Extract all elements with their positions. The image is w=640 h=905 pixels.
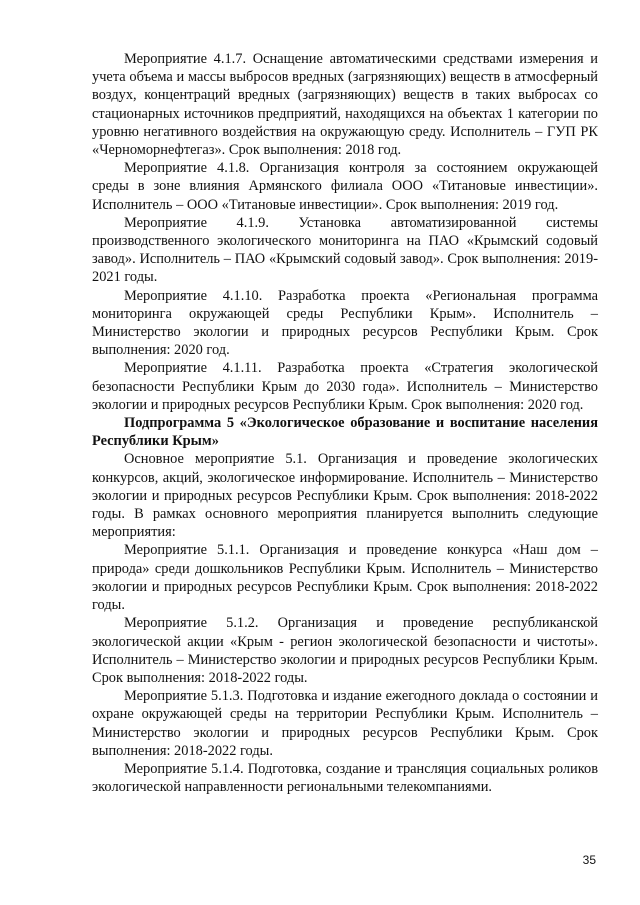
paragraph-measure-5-1-4: Мероприятие 5.1.4. Подготовка, создание и трансляция социальных роликов экологической направленности региональными телекомпаниями. bbox=[92, 760, 598, 796]
paragraph-measure-5-1-2: Мероприятие 5.1.2. Организация и проведение республиканской экологической акции «Крым - регион экологической безопасности и чистоты». Исполнитель – Министерство экологии и природных ресурсов Республики Крым. Срок выполнения: 2018-2022 годы. bbox=[92, 615, 598, 686]
paragraph-measure-4-1-10: Мероприятие 4.1.10. Разработка проекта «Региональная программа мониторинга окружающей среды Республики Крым». Исполнитель – Министерство экологии и природных ресурсов Республики Крым. Срок выполнения: 2020 год. bbox=[92, 287, 598, 359]
paragraph-measure-5-1-1: Мероприятие 5.1.1. Организация и проведение конкурса «Наш дом – природа» среди дошкольников Республики Крым. Исполнитель – Министерство экологии и природных ресурсов Республики Крым. Срок выполнения: 2018-2022 годы. bbox=[92, 542, 598, 614]
paragraph-measure-4-1-7: Мероприятие 4.1.7. Оснащение автоматическими средствами измерения и учета объема и массы выбросов вредных (загрязняющих) веществ в атмосферный воздух, концентраций вредных (загрязняющих) веществ в таких выбросах со стационарных источников предприятий, находящихся на объектах 1 категории по уровню негативного воздействия на окружающую среду. Исполнитель – ГУП РК «Черноморнефтегаз». Срок выполнения: 2018 год. bbox=[92, 51, 598, 159]
page-number: 35 bbox=[582, 853, 596, 867]
paragraph-measure-4-1-11: Мероприятие 4.1.11. Разработка проекта «Стратегия экологической безопасности Республики Крым до 2030 года». Исполнитель – Министерство экологии и природных ресурсов Республики Крым. Срок выполнения: 2020 год. bbox=[92, 360, 598, 413]
document-body bbox=[92, 50, 598, 796]
paragraph-measure-4-1-8: Мероприятие 4.1.8. Организация контроля за состоянием окружающей среды в зоне влияния Армянского филиала ООО «Титановые инвестиции». Исполнитель – ООО «Титановые инвестиции». Срок выполнения: 2019 год. bbox=[92, 160, 598, 213]
subprogram-5-heading: Подпрограмма 5 «Экологическое образование и воспитание населения Республики Крым» bbox=[92, 415, 598, 450]
paragraph-main-measure-5-1: Основное мероприятие 5.1. Организация и проведение экологических конкурсов, акций, экологическое информирование. Исполнитель – Министерство экологии и природных ресурсов Республики Крым. Срок выполнения: 2018-2022 годы. В рамках основного мероприятия планируется выполнить следующие мероприятия: bbox=[92, 451, 598, 541]
paragraph-measure-4-1-9: Мероприятие 4.1.9. Установка автоматизированной системы производственного экологического мониторинга на ПАО «Крымский содовый завод». Исполнитель – ПАО «Крымский содовый завод». Срок выполнения: 2019-2021 годы. bbox=[92, 214, 598, 286]
paragraph-measure-5-1-3: Мероприятие 5.1.3. Подготовка и издание ежегодного доклада о состоянии и охране окружающей среды на территории Республики Крым. Исполнитель – Министерство экологии и природных ресурсов Республики Крым. Срок выполнения: 2018-2022 годы. bbox=[92, 688, 598, 759]
